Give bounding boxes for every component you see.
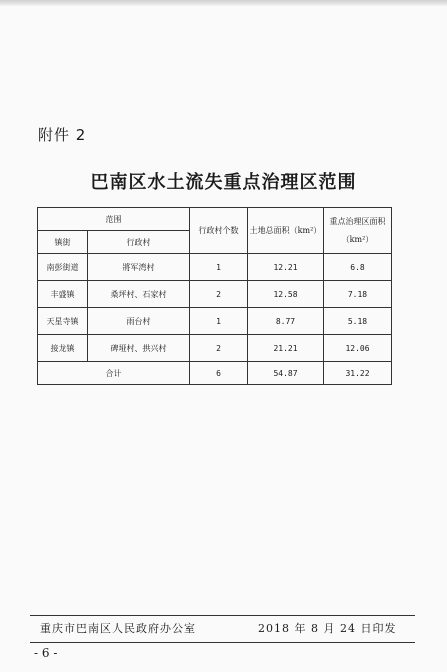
table-row — [38, 335, 392, 362]
cell-key-area: 7.18 — [324, 281, 392, 308]
cell-count: 2 — [190, 335, 248, 362]
table-header-row — [38, 208, 392, 231]
header-key-area — [324, 208, 392, 254]
document-title: 巴南区水土流失重点治理区范围 — [90, 172, 357, 193]
table-row — [38, 254, 392, 281]
cell-count: 1 — [190, 254, 248, 281]
cell-villages: 將军湾村 — [88, 254, 190, 281]
table-total-row — [38, 362, 392, 385]
cell-total-area: 8.77 — [248, 308, 324, 335]
total-label: 合计 — [38, 362, 190, 385]
cell-town: 南彭街道 — [38, 254, 88, 281]
cell-town: 天星寺镇 — [38, 308, 88, 335]
cell-total-area: 21.21 — [248, 335, 324, 362]
issuing-office: 重庆市巴南区人民政府办公室 — [40, 622, 196, 635]
cell-town: 接龙镇 — [38, 335, 88, 362]
cell-total-area: 12.58 — [248, 281, 324, 308]
cell-villages: 雨台村 — [88, 308, 190, 335]
issue-date: 2018 年 8 月 24 日印发 — [258, 622, 397, 635]
page-top-edge — [0, 0, 447, 6]
header-town: 镇街 — [38, 231, 88, 254]
cell-villages: 桑坪村、石家村 — [88, 281, 190, 308]
cell-count: 2 — [190, 281, 248, 308]
header-total-area: 土地总面积（km²） — [248, 208, 324, 254]
cell-total-area: 12.21 — [248, 254, 324, 281]
cell-key-area: 5.18 — [324, 308, 392, 335]
footer-divider-bottom — [30, 642, 415, 643]
total-key-area: 31.22 — [324, 362, 392, 385]
header-key-area-unit: （km²） — [341, 234, 374, 244]
cell-key-area: 6.8 — [324, 254, 392, 281]
header-villages: 行政村 — [88, 231, 190, 254]
header-key-area-label: 重点治理区面积 — [329, 216, 386, 226]
footer-divider-top — [30, 615, 415, 616]
header-village-count: 行政村个数 — [190, 208, 248, 254]
cell-count: 1 — [190, 308, 248, 335]
cell-villages: 碑垭村、拱兴村 — [88, 335, 190, 362]
attachment-label: 附件 2 — [38, 126, 87, 144]
total-area: 54.87 — [248, 362, 324, 385]
page-number: - 6 - — [34, 646, 58, 660]
cell-key-area: 12.06 — [324, 335, 392, 362]
governance-scope-table — [37, 207, 392, 385]
table-row — [38, 308, 392, 335]
table-row — [38, 281, 392, 308]
total-count: 6 — [190, 362, 248, 385]
header-scope: 范围 — [38, 208, 190, 231]
cell-town: 丰盛镇 — [38, 281, 88, 308]
